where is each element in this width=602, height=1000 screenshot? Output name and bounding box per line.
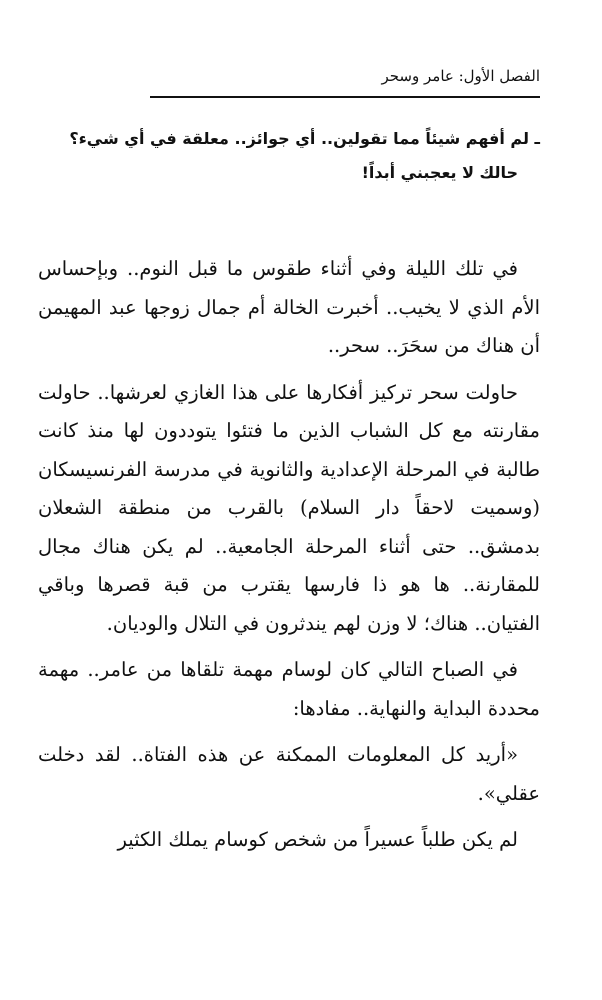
paragraph: لم يكن طلباً عسيراً من شخص كوسام يملك الكثير <box>117 828 518 851</box>
chapter-header: الفصل الأول: عامر وسحر <box>381 67 540 85</box>
paragraph: في تلك الليلة وفي أثناء طقوس ما قبل النوم.. وبإحساس الأم الذي لا يخيب.. أخبرت الخالة أم جمال زوجها عبد المهيمن أن هناك من سحَرَ.. سحر.. <box>38 257 540 357</box>
dialogue-line-1: ـ لم أفهم شيئاً مما تقولين.. أي جوائز.. معلقة في أي شيء؟ <box>69 129 540 148</box>
paragraph: حاولت سحر تركيز أفكارها على هذا الغازي لعرشها.. حاولت مقارنته مع كل الشباب الذين ما فتئوا يتوددون لها منذ كانت طالبة في المرحلة الإعدادية والثانوية في مدرسة الفرنسيسكان (وسميت لاحقاً دار السلام) بالقرب من منطقة الشعلان بدمشق.. حتى أثناء المرحلة الجامعية.. لم يكن هناك مجال للمقارنة.. ها هو ذا فارسها يقترب من قبة قصرها وباقي الفتيان.. هناك؛ لا وزن لهم يندثرون في التلال والوديان. <box>38 380 540 635</box>
body-text <box>38 250 540 868</box>
header-rule <box>150 96 540 98</box>
quote-paragraph: «أريد كل المعلومات الممكنة عن هذه الفتاة.. لقد دخلت عقلي». <box>38 743 540 805</box>
dialogue-line-2: حالك لا يعجبني أبداً! <box>361 163 518 182</box>
dialogue-block <box>40 122 540 190</box>
paragraph: في الصباح التالي كان لوسام مهمة تلقاها من عامر.. مهمة محددة البداية والنهاية.. مفادها: <box>38 658 540 720</box>
